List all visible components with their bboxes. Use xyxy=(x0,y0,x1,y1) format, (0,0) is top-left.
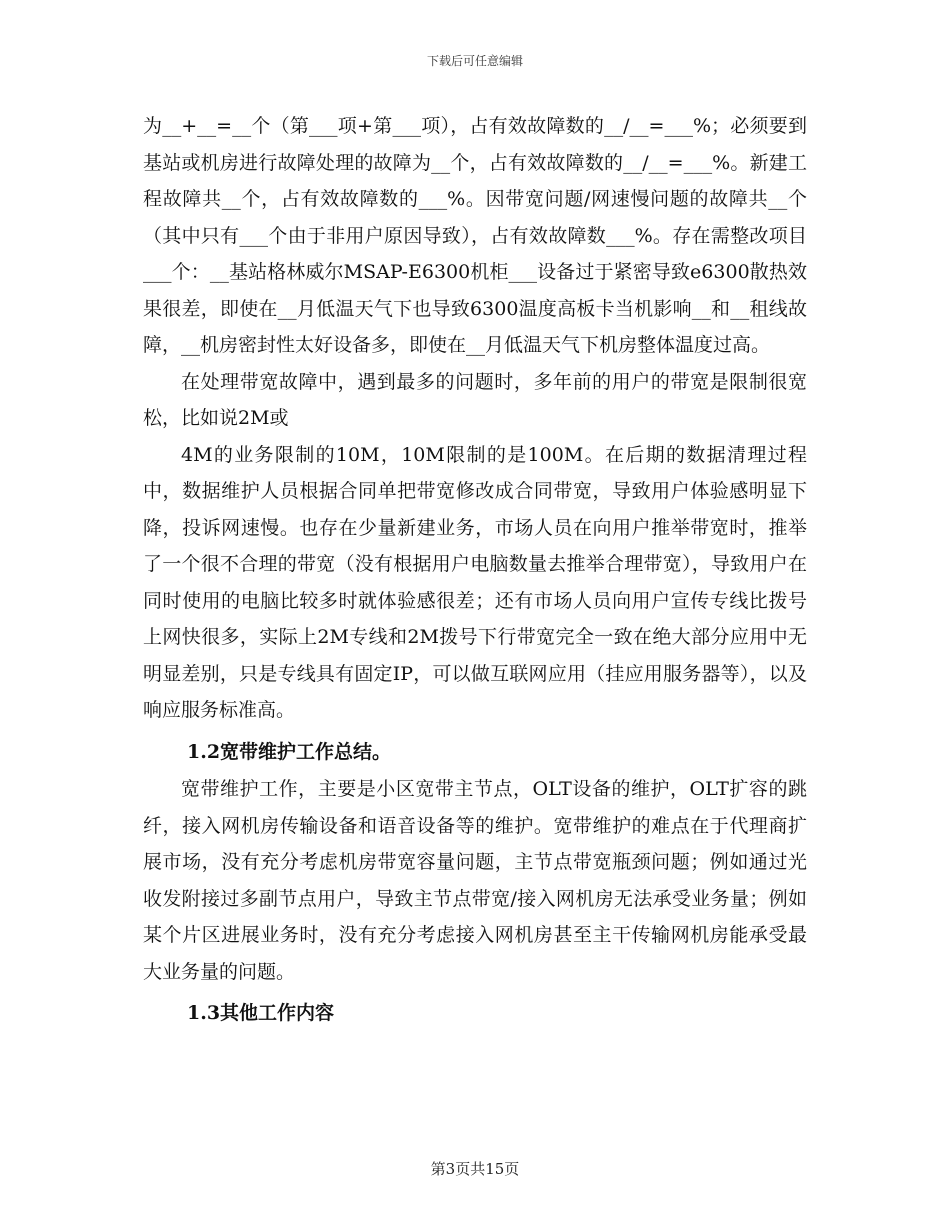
document-body xyxy=(143,108,807,1033)
section-heading-1-3: 1.3其他工作内容 xyxy=(187,1002,335,1024)
paragraph-broadband-maintenance: 宽带维护工作，主要是小区宽带主节点，OLT设备的维护，OLT扩容的跳纤，接入网机房传输设备和语音设备等的维护。宽带维护的难点在于代理商扩展市场，没有充分考虑机房带宽容量问题，主节点带宽瓶颈问题；例如通过光收发附接过多副节点用户，导致主节点带宽/接入网机房无法承受业务量；例如某个片区进展业务时，没有充分考虑接入网机房甚至主干传输网机房能承受最大业务量的问题。 xyxy=(143,778,807,983)
paragraph-bandwidth-details: 4M的业务限制的10M，10M限制的是100M。在后期的数据清理过程中，数据维护人员根据合同单把带宽修改成合同带宽，导致用户体验感明显下降，投诉网速慢。也存在少量新建业务，市场人员在向用户推举带宽时，推举了一个很不合理的带宽（没有根据用户电脑数量去推举合理带宽），导致用户在同时使用的电脑比较多时就体验感很差；还有市场人员向用户宣传专线比拨号上网快很多，实际上2M专线和2M拨号下行带宽完全一致在绝大部分应用中无明显差别，只是专线具有固定IP，可以做互联网应用（挂应用服务器等），以及响应服务标准高。 xyxy=(143,443,807,721)
paragraph-fault-statistics: 为__+__=__个（第___项+第___项），占有效故障数的__/__=___%；必须要到基站或机房进行故障处理的故障为__个，占有效故障数的__/__=___%。新建工程故障共__个，占有效故障数的___%。因带宽问题/网速慢问题的故障共__个（其中只有___个由于非用户原因导致），占有效故障数___%。存在需整改项目___个：__基站格林威尔MSAP-E6300机柜___设备过于紧密导致e6300散热效果很差，即使在__月低温天气下也导致6300温度高板卡当机影响__和__租线故障，__机房密封性太好设备多，即使在__月低温天气下机房整体温度过高。 xyxy=(143,115,807,356)
paragraph-bandwidth-faults: 在处理带宽故障中，遇到最多的问题时，多年前的用户的带宽是限制很宽松，比如说2M或 xyxy=(143,370,807,429)
section-heading-1-2: 1.2宽带维护工作总结。 xyxy=(187,740,392,763)
page-header: 下载后可任意编辑 xyxy=(426,54,523,68)
page-footer: 第3页共15页 xyxy=(430,1160,520,1178)
